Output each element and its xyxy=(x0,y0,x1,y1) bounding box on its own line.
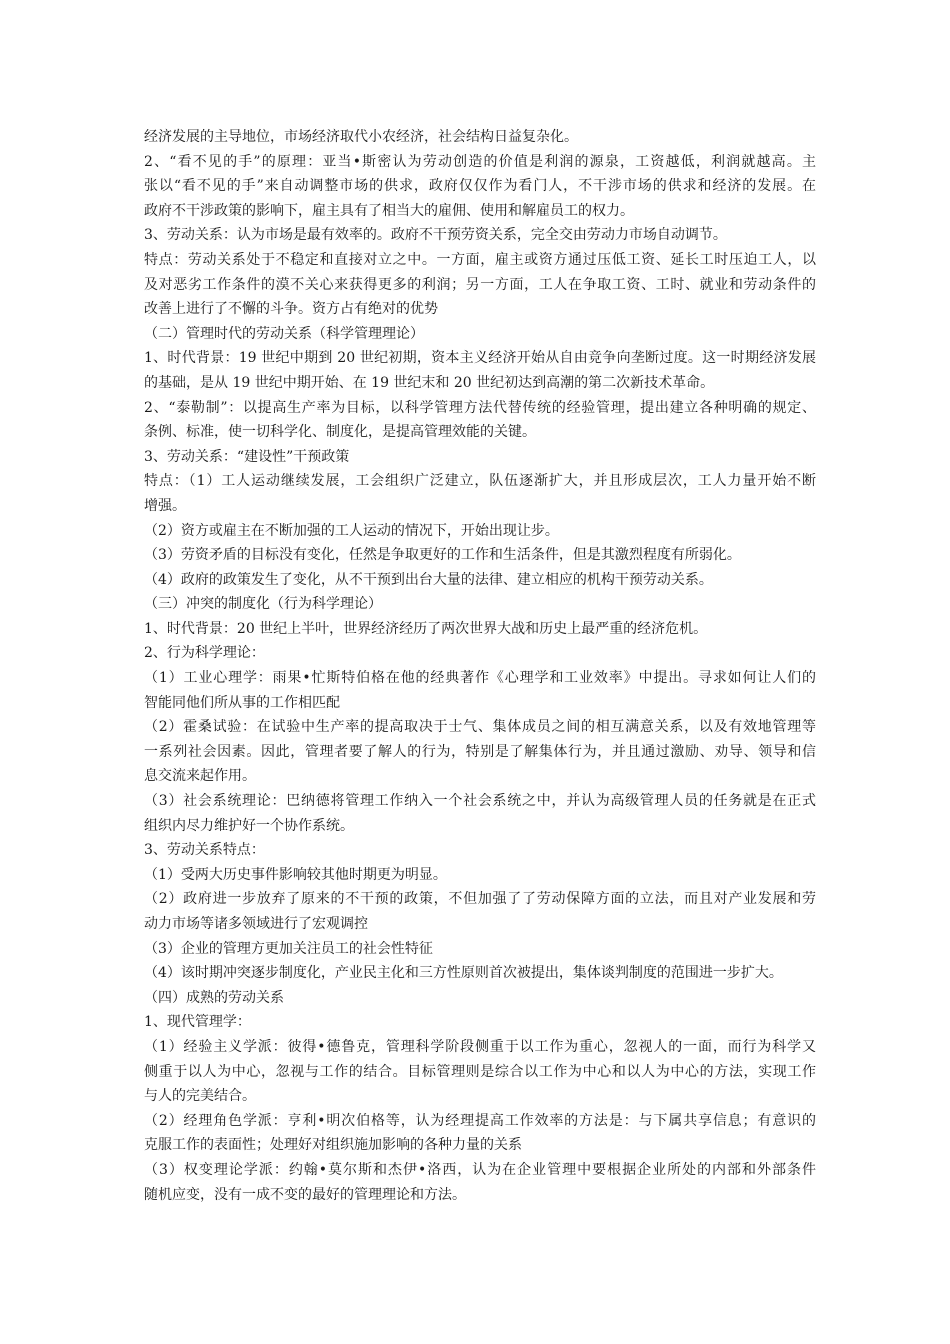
text-line: 2、“泰勒制”：以提高生产率为目标，以科学管理方法代替传统的经验管理，提出建立各种明确的规定、 xyxy=(144,399,816,416)
text-line: （3）企业的管理方更加关注员工的社会性特征 xyxy=(144,940,433,957)
text-line: 动力市场等诸多领域进行了宏观调控 xyxy=(144,916,368,932)
text-line: 2、行为科学理论： xyxy=(144,645,265,662)
text-line: 组织内尽力维护好一个协作系统。 xyxy=(144,817,354,834)
text-line: 克服工作的表面性；处理好对组织施加影响的各种力量的关系 xyxy=(144,1137,522,1154)
text-line: 条例、标准，使一切科学化、制度化，是提高管理效能的关键。 xyxy=(144,424,536,441)
text-line: （二）管理时代的劳动关系（科学管理理论） xyxy=(144,325,424,342)
text-line: （1）受两大历史事件影响较其他时期更为明显。 xyxy=(144,866,447,883)
text-line: 一系列社会因素。因此，管理者要了解人的行为，特别是了解集体行为，并且通过激励、劝导、领导和信 xyxy=(144,743,816,760)
text-line: 3、劳动关系特点： xyxy=(144,842,265,859)
text-line: 3、劳动关系：认为市场是最有效率的。政府不干预劳资关系，完全交由劳动力市场自动调节。 xyxy=(144,227,727,244)
text-line: （三）冲突的制度化（行为科学理论） xyxy=(144,596,382,613)
text-line: 及对恶劣工作条件的漠不关心来获得更多的利润；另一方面，工人在争取工资、工时、就业和劳动条件的 xyxy=(144,276,816,293)
text-line: 张以“看不见的手”来自动调整市场的供求，政府仅仅作为看门人，不干涉市场的供求和经济的发展。在 xyxy=(144,178,816,195)
text-line: （2）霍桑试验：在试验中生产率的提高取决于士气、集体成员之间的相互满意关系，以及有效地管理等 xyxy=(144,719,816,736)
text-line: 改善上进行了不懈的斗争。资方占有绝对的优势 xyxy=(144,301,438,318)
text-line: （3）劳资矛盾的目标没有变化，任然是争取更好的工作和生活条件，但是其激烈程度有所弱化。 xyxy=(144,547,741,564)
text-line: 1、现代管理学： xyxy=(144,1014,251,1031)
text-line: 与人的完美结合。 xyxy=(144,1088,256,1105)
text-line: 侧重于以人为中心，忽视与工作的结合。目标管理则是综合以工作为中心和以人为中心的方法，实现工作 xyxy=(144,1063,816,1080)
text-line: （2）资方或雇主在不断加强的工人运动的情况下，开始出现让步。 xyxy=(144,522,559,539)
text-line: （4）政府的政策发生了变化，从不干预到出台大量的法律、建立相应的机构干预劳动关系。 xyxy=(144,571,713,588)
text-line: （3）社会系统理论：巴纳德将管理工作纳入一个社会系统之中，并认为高级管理人员的任务就是在正式 xyxy=(144,793,816,810)
text-line: 随机应变，没有一成不变的最好的管理理论和方法。 xyxy=(144,1186,466,1203)
text-line: （3）权变理论学派：约翰•莫尔斯和杰伊•洛西，认为在企业管理中要根据企业所处的内部和外部条件 xyxy=(144,1161,816,1178)
text-line: 智能同他们所从事的工作相匹配 xyxy=(144,694,340,711)
text-line: 增强。 xyxy=(144,497,186,514)
text-line: 2、“看不见的手”的原理：亚当•斯密认为劳动创造的价值是利润的源泉，工资越低，利润就越高。主 xyxy=(144,153,816,170)
text-line: （4）该时期冲突逐步制度化，产业民主化和三方性原则首次被提出，集体谈判制度的范围进一步扩大。 xyxy=(144,965,783,982)
text-line: 政府不干涉政策的影响下，雇主具有了相当大的雇佣、使用和解雇员工的权力。 xyxy=(144,202,634,219)
text-line: （1）工业心理学：雨果•忙斯特伯格在他的经典著作《心理学和工业效率》中提出。寻求如何让人们的 xyxy=(144,670,816,687)
text-line: 经济发展的主导地位，市场经济取代小农经济，社会结构日益复杂化。 xyxy=(144,129,578,145)
text-line: 特点：（1）工人运动继续发展，工会组织广泛建立，队伍逐渐扩大，并且形成层次，工人力量开始不断 xyxy=(144,473,816,490)
text-line: （四）成熟的劳动关系 xyxy=(144,989,284,1006)
text-line: （2）经理角色学派：亨利•明次伯格等，认为经理提高工作效率的方法是：与下属共享信息；有意识的 xyxy=(144,1112,816,1129)
text-line: 的基础，是从 19 世纪中期开始、在 19 世纪末和 20 世纪初达到高潮的第二次新技术革命。 xyxy=(144,374,715,391)
text-line: 息交流来起作用。 xyxy=(144,768,256,785)
text-line: （2）政府进一步放弃了原来的不干预的政策，不但加强了了劳动保障方面的立法，而且对产业发展和劳 xyxy=(144,891,816,908)
text-line: 3、劳动关系：“建设性”干预政策 xyxy=(144,448,350,465)
text-line: 1、时代背景：20 世纪上半叶，世界经济经历了两次世界大战和历史上最严重的经济危机。 xyxy=(144,620,708,637)
document-body xyxy=(144,125,816,1207)
text-line: 1、时代背景：19 世纪中期到 20 世纪初期，资本主义经济开始从自由竞争向垄断过度。这一时期经济发展 xyxy=(144,350,816,367)
text-line: 特点：劳动关系处于不稳定和直接对立之中。一方面，雇主或资方通过压低工资、延长工时压迫工人，以 xyxy=(144,251,816,268)
text-line: （1）经验主义学派：彼得•德鲁克，管理科学阶段侧重于以工作为重心，忽视人的一面，而行为科学又 xyxy=(144,1038,816,1055)
